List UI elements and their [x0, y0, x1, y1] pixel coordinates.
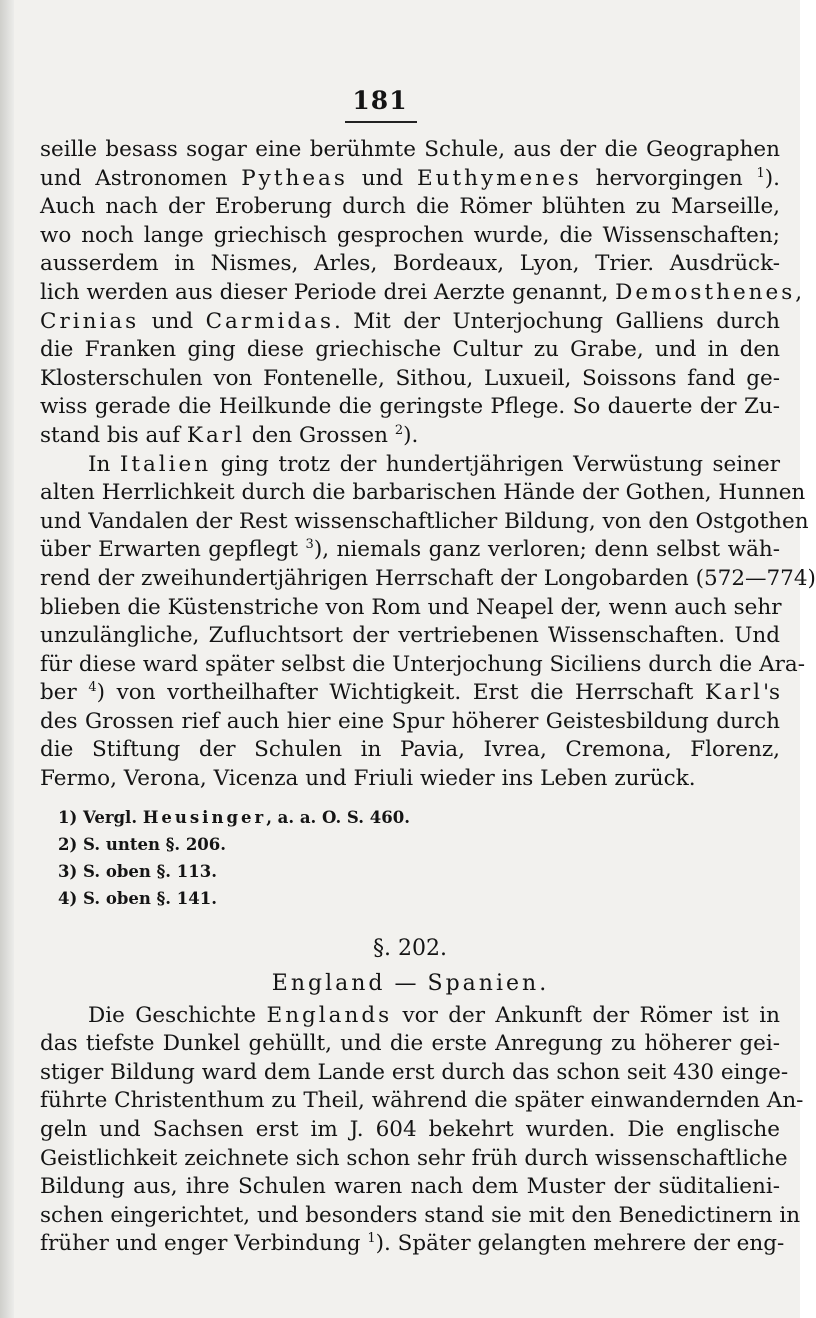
footnote-marker: 2 [394, 422, 404, 438]
text-line: und Vandalen der Rest wissenschaftlicher Bildung, von den Ostgothen [40, 508, 809, 534]
footnote: 4) S. oben §. 141. [58, 888, 217, 908]
text-line: stiger Bildung ward dem Lande erst durch das schon seit 430 einge- [40, 1059, 789, 1085]
text-line: unzulängliche, Zufluchtsort der vertriebenen Wissenschaften. Und [40, 623, 780, 649]
spaced-name: Demosthenes [615, 279, 796, 305]
spaced-name: Italien [119, 451, 212, 477]
text-line: führte Christenthum zu Theil, während die später einwandernden An- [40, 1088, 804, 1114]
section-title [40, 966, 780, 1002]
text-line: blieben die Küstenstriche von Rom und Neapel der, wenn auch sehr [40, 594, 782, 620]
spacer [40, 794, 780, 804]
text-line: schen eingerichtet, und besonders stand sie mit den Benedictinern in [40, 1202, 801, 1228]
text-line: In Italien ging trotz der hundertjährigen Verwüstung seiner [88, 451, 780, 477]
footnote-marker: 3 [305, 537, 314, 553]
text-line: früher und enger Verbindung $^1$). Später gelangten mehrere der eng- [40, 1231, 785, 1257]
footnotes [40, 804, 780, 912]
text-line: Crinias und Carmidas. Mit der Unterjochung Galliens durch [40, 308, 780, 334]
section-title-england: England [271, 970, 386, 996]
section-title-period: . [539, 970, 549, 996]
footnote: 2) S. unten §. 206. [58, 834, 227, 854]
text-line: Geistlichkeit zeichnete sich schon sehr früh durch wissenschaftliche [40, 1145, 788, 1171]
text-line: für diese ward später selbst die Unterjochung Siciliens durch die Ara- [40, 651, 805, 677]
page-number: 181 [352, 86, 408, 115]
text-line: Die Geschichte Englands vor der Ankunft der Römer ist in [88, 1002, 780, 1028]
text-line: stand bis auf Karl den Grossen $^2$). [40, 422, 419, 448]
text-line: wo noch lange griechisch gesprochen wurde, die Wissenschaften; [40, 222, 780, 248]
text-line: des Grossen rief auch hier eine Spur höherer Geistesbildung durch [40, 708, 780, 734]
section-title-dash: — [385, 970, 428, 996]
text-line: alten Herrlichkeit durch die barbarischen Hände der Gothen, Hunnen [40, 480, 806, 506]
paragraph-england [40, 1002, 804, 1259]
spaced-name: Carmidas [205, 308, 334, 334]
text-line: geln und Sachsen erst im J. 604 bekehrt wurden. Die englische [40, 1117, 780, 1143]
spaced-name: Karl [705, 680, 764, 706]
page-number-rule [345, 121, 417, 123]
paragraph-gaul [40, 136, 803, 451]
spaced-name: Karl [186, 422, 245, 448]
footnote-marker: 1 [756, 165, 765, 181]
text-line: über Erwarten gepflegt $^3$), niemals ganz verloren; denn selbst wäh- [40, 537, 781, 563]
text-line: Auch nach der Eroberung durch die Römer blühten zu Marseille, [40, 194, 780, 220]
footnote: 3) S. oben §. 113. [58, 861, 217, 881]
text-line: das tiefste Dunkel gehüllt, und die erste Anregung zu höherer gei- [40, 1031, 780, 1057]
text-line: ber $^4$) von vortheilhafter Wichtigkeit. Erst die Herrschaft Karl's [40, 680, 781, 706]
spaced-name: Englands [266, 1002, 393, 1028]
footnote-marker: 1 [367, 1231, 376, 1247]
text-line: Klosterschulen von Fontenelle, Sithou, Luxueil, Soissons fand ge- [40, 365, 780, 391]
body-text [40, 136, 816, 1259]
spaced-name: Crinias [40, 308, 140, 334]
section-title-spain: Spanien [427, 970, 540, 996]
text-line: Bildung aus, ihre Schulen waren nach dem Muster der süditalieni- [40, 1174, 780, 1200]
text-line: ausserdem in Nismes, Arles, Bordeaux, Lyon, Trier. Ausdrück- [40, 251, 780, 277]
text-line: die Franken ging diese griechische Cultur zu Grabe, und in den [40, 337, 780, 363]
spaced-name: Pytheas [241, 165, 348, 191]
footnote-marker: 4 [88, 680, 97, 696]
text-line: wiss gerade die Heilkunde die geringste Pflege. So dauerte der Zu- [40, 394, 780, 420]
footnote: 1) Vergl. Heusinger, a. a. O. S. 460. [58, 807, 410, 827]
text-line: lich werden aus dieser Periode drei Aerzte genannt, Demosthenes, [40, 279, 803, 305]
text-line: seille besass sogar eine berühmte Schule, aus der die Geographen [40, 137, 780, 162]
text-line: Fermo, Verona, Vicenza und Friuli wieder ins Leben zurück. [40, 766, 696, 792]
text-line: rend der zweihundertjährigen Herrschaft der Longobarden (572—774) [40, 565, 816, 591]
spaced-name: Euthymenes [416, 165, 582, 191]
text-line: die Stiftung der Schulen in Pavia, Ivrea, Cremona, Florenz, [40, 737, 780, 763]
paragraph-italy [40, 451, 816, 794]
section-number: §. 202. [373, 935, 447, 961]
spaced-name: Heusinger [142, 807, 267, 827]
text-line: und Astronomen Pytheas und Euthymenes hervorgingen $^1$). [40, 165, 780, 191]
